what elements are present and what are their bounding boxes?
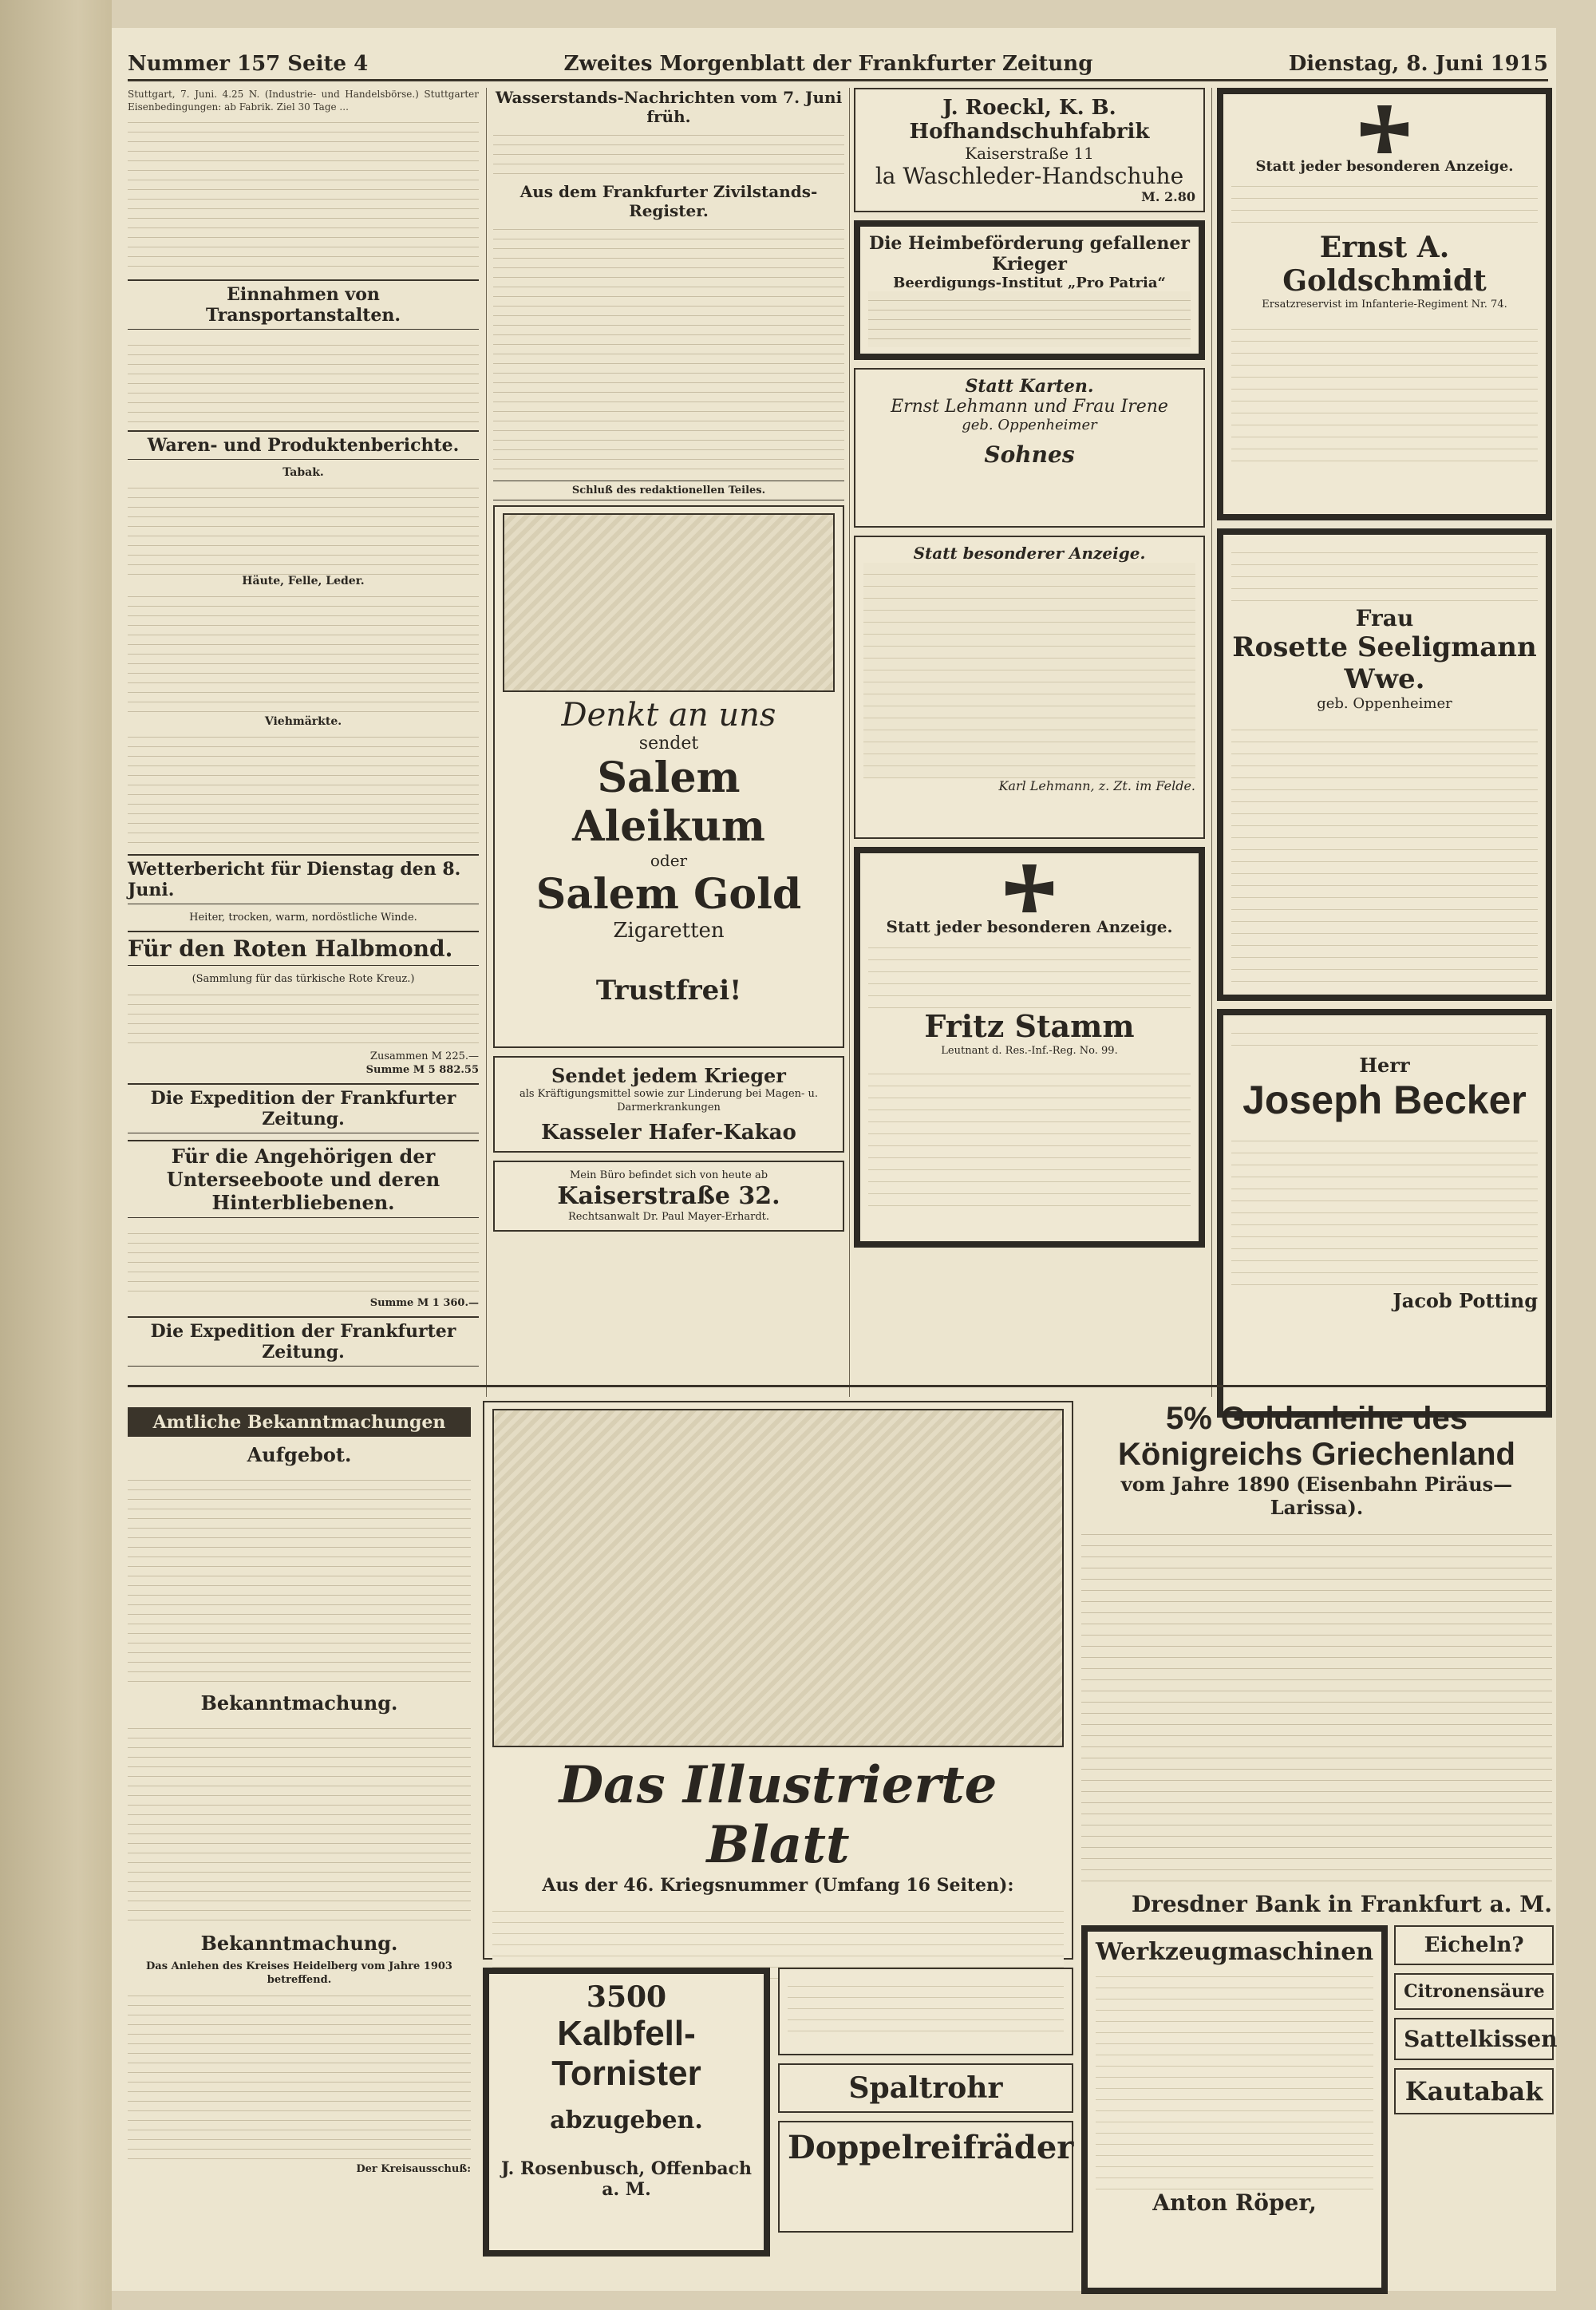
text-block — [128, 1719, 471, 1927]
text-block — [868, 936, 1191, 1008]
roeckl-name: J. Roeckl, K. B. Hofhandschuhfabrik — [909, 96, 1150, 144]
birth-title: Statt Karten. — [965, 376, 1094, 397]
market-report: Stuttgart, 7. Juni. 4.25 N. (Industrie- und Handelsbörse.) Stuttgarter Eisenbedingungen: ab Fabrik. Ziel 30 Tage ... — [128, 89, 479, 113]
birth-notice — [854, 368, 1205, 528]
roeckl-address: Kaiserstraße 11 — [965, 144, 1094, 163]
wetter-heading: Wetterbericht für Dienstag den 8. Juni. — [128, 854, 479, 904]
engagement-title: Statt besonderer Anzeige. — [913, 544, 1146, 563]
salem-trustfrei: Trustfrei! — [595, 975, 742, 1007]
griechen-sub: vom Jahre 1890 (Eisenbahn Piräus—Larissa). — [1120, 1473, 1513, 1519]
becker-name: Joseph Becker — [1242, 1078, 1527, 1122]
issue-date: Dienstag, 8. Juni 1915 — [1288, 52, 1548, 76]
text-block — [128, 986, 479, 1050]
vieh-heading: Viehmärkte. — [264, 715, 342, 728]
right-lower-ads — [1081, 1401, 1558, 2302]
citronen-ad: Citronensäure — [1394, 1973, 1554, 2010]
seeligmann-name: Rosette Seeligmann Wwe. — [1232, 631, 1537, 695]
official-notices — [128, 1401, 471, 2176]
seeligmann-frau: Frau — [1355, 605, 1414, 631]
iron-cross-icon — [1005, 864, 1053, 912]
einnahmen-heading: Einnahmen von Transportanstalten. — [128, 279, 479, 330]
roeper-name: Anton Röper, — [1152, 2189, 1317, 2216]
text-block — [868, 1062, 1191, 1206]
text-block — [1231, 1022, 1538, 1054]
salem-oder: oder — [650, 851, 688, 870]
text-block — [128, 113, 479, 273]
uboote-summe: Summe M 1 360.— — [369, 1297, 479, 1309]
engagement-notice — [854, 536, 1205, 839]
classified-row — [1081, 1925, 1558, 2302]
column-rule — [486, 88, 487, 1397]
halbmond-heading: Für den Roten Halbmond. — [128, 931, 479, 966]
expedition-1: Die Expedition der Frankfurter Zeitung. — [128, 1083, 479, 1133]
kakao-product: Kasseler Hafer-Kakao — [541, 1121, 796, 1145]
kakao-text: als Kräftigungsmittel sowie zur Linderung bei Magen- u. Darmerkrankungen — [519, 1088, 819, 1113]
goldschmidt-rank: Ersatzreservist im Infanterie-Regiment Nr. 74. — [1262, 299, 1507, 311]
column-markets — [128, 88, 479, 1373]
griechen-title: 5% Goldanleihe des Königreichs Griechenland — [1118, 1401, 1515, 1472]
page-header — [128, 44, 1548, 81]
heidelberg-title: Das Anlehen des Kreises Heidelberg vom Jahre 1903 betreffend. — [146, 1960, 452, 1986]
stamm-obituary — [854, 847, 1205, 1248]
text-block — [128, 587, 479, 715]
pro-patria-ad — [854, 220, 1205, 360]
zivil-heading: Aus dem Frankfurter Zivilstands-Register. — [519, 182, 818, 220]
tornister-abzugeben: abzugeben. — [550, 2106, 703, 2134]
birth-geb: geb. Oppenheimer — [962, 417, 1097, 433]
goldschmidt-obituary — [1217, 88, 1552, 520]
rosenbusch: J. Rosenbusch, Offenbach a. M. — [500, 2158, 753, 2200]
tabak-heading: Tabak. — [282, 466, 324, 479]
halbmond-zusammen: Zusammen M 225.— — [369, 1050, 479, 1062]
eicheln-ad: Eicheln? — [1394, 1925, 1554, 1965]
pro-patria-title: Die Heimbeförderung gefallener Krieger — [868, 233, 1190, 275]
center-ads — [483, 1401, 1073, 2265]
roeckl-price: M. 2.80 — [1141, 189, 1195, 204]
werkzeug-title: Werkzeugmaschinen — [1096, 1938, 1374, 1966]
issue-number: Nummer 157 Seite 4 — [128, 52, 369, 76]
seeligmann-obituary — [1217, 528, 1552, 1001]
column-rule — [1211, 88, 1212, 1397]
column-announcements — [854, 88, 1205, 1256]
aufgebot-heading: Aufgebot. — [247, 1443, 352, 1466]
text-block — [788, 1976, 1064, 2039]
text-block — [128, 336, 479, 424]
becker-herr: Herr — [1359, 1054, 1410, 1077]
blatt-sub: Aus der 46. Kriegsnummer (Umfang 16 Seiten): — [542, 1875, 1014, 1896]
book-binding — [0, 0, 112, 2310]
anwalt-name: Rechtsanwalt Dr. Paul Mayer-Erhardt. — [567, 1211, 770, 1223]
kakao-title: Sendet jedem Krieger — [551, 1064, 786, 1087]
tornister-ad — [483, 1968, 770, 2257]
text-block — [868, 291, 1191, 347]
birth-names: Ernst Lehmann und Frau Irene — [891, 397, 1168, 417]
doppelrad-title: Doppelreifräder — [788, 2129, 1074, 2166]
salem-zigaretten: Zigaretten — [613, 919, 725, 943]
anwalt-address: Kaiserstraße 32. — [557, 1182, 780, 1210]
dresdner-bank: Dresdner Bank in Frankfurt a. M. — [1131, 1891, 1552, 1917]
section-rule — [128, 1385, 1548, 1387]
koerper-ad — [778, 1968, 1073, 2055]
salem-gold: Salem Gold — [535, 870, 802, 919]
tornister-title: Kalbfell-Tornister — [551, 2014, 701, 2093]
text-block — [128, 1987, 471, 2162]
bekanntmachung-1: Bekanntmachung. — [200, 1691, 398, 1715]
text-block — [863, 563, 1195, 778]
soldiers-reading-illustration — [492, 1409, 1064, 1747]
uboote-heading: Für die Angehörigen der Unterseeboote und deren Hinterbliebenen. — [128, 1140, 479, 1218]
engagement-sign: Karl Lehmann, z. Zt. im Felde. — [998, 778, 1195, 793]
text-block — [1231, 1129, 1538, 1289]
birth-sohn: Sohnes — [984, 441, 1075, 468]
spaltrohr-title: Spaltrohr — [848, 2071, 1003, 2105]
column-news-ads — [493, 88, 844, 1240]
spaltrohr-ad — [778, 2063, 1073, 2113]
halbmond-sub: (Sammlung für das türkische Rote Kreuz.) — [192, 973, 415, 985]
text-block — [128, 728, 479, 848]
halbmond-summe: Summe M 5 882.55 — [365, 1064, 479, 1076]
text-block — [1231, 175, 1538, 231]
newspaper-page — [112, 28, 1556, 2291]
werkzeug-ad — [1081, 1925, 1388, 2294]
illustrierte-blatt-ad — [483, 1401, 1073, 1960]
becker-obituary — [1217, 1009, 1552, 1418]
column-rule — [849, 88, 850, 1397]
sattel-ad: Sattelkissen — [1394, 2018, 1554, 2060]
text-block — [1231, 541, 1538, 605]
text-block — [493, 126, 844, 182]
goldschmidt-title: Statt jeder besonderen Anzeige. — [1255, 158, 1514, 175]
roeckl-product: la Waschleder-Handschuhe — [875, 163, 1184, 189]
text-block — [1081, 1524, 1552, 1891]
text-block — [1231, 318, 1538, 461]
roeckl-ad — [854, 88, 1205, 212]
salem-sendet: sendet — [638, 734, 699, 754]
anwalt-line1: Mein Büro befindet sich von heute ab — [569, 1169, 768, 1181]
kreisausschuss: Der Kreisausschuß: — [356, 2163, 471, 2175]
pro-patria-institute: Beerdigungs-Institut „Pro Patria“ — [893, 275, 1166, 291]
seeligmann-geb: geb. Oppenheimer — [1317, 695, 1452, 712]
haeute-heading: Häute, Felle, Leder. — [242, 575, 365, 587]
waren-heading: Waren- und Produktenberichte. — [128, 430, 479, 460]
wetter-text: Heiter, trocken, warm, nordöstliche Winde. — [189, 912, 417, 924]
text-block — [493, 220, 844, 476]
stamm-rank: Leutnant d. Res.-Inf.-Reg. No. 99. — [941, 1045, 1118, 1057]
right-small-ads — [778, 1968, 1073, 2265]
goldschmidt-name: Ernst A. Goldschmidt — [1282, 231, 1487, 298]
text-block — [128, 1471, 471, 1687]
small-ads-row — [483, 1968, 1073, 2265]
salem-ad — [493, 505, 844, 1048]
blatt-title: Das Illustrierte Blatt — [559, 1755, 998, 1875]
salem-illustration — [503, 513, 835, 692]
amtlich-heading: Amtliche Bekanntmachungen — [128, 1407, 471, 1437]
stamm-name: Fritz Stamm — [924, 1008, 1135, 1044]
stamm-title: Statt jeder besonderen Anzeige. — [886, 917, 1173, 936]
text-block — [1231, 718, 1538, 982]
salem-aleikum: Salem Aleikum — [572, 754, 765, 851]
tornister-count: 3500 — [586, 1980, 667, 2014]
anwalt-ad — [493, 1161, 844, 1232]
text-block — [128, 479, 479, 575]
column-obituaries — [1217, 88, 1552, 1426]
doppelrad-ad — [778, 2121, 1073, 2233]
kautabak-ad: Kautabak — [1394, 2068, 1554, 2114]
wasserstand-heading: Wasserstands-Nachrichten vom 7. Juni früh. — [495, 88, 843, 126]
text-block — [128, 1224, 479, 1296]
iron-cross-icon — [1361, 105, 1408, 153]
expedition-2: Die Expedition der Frankfurter Zeitung. — [128, 1316, 479, 1367]
potting-name: Jacob Potting — [1393, 1289, 1538, 1312]
salem-slogan: Denkt an uns — [561, 697, 776, 734]
narrow-ads — [1394, 1925, 1558, 2302]
schluss-line: Schluß des redaktionellen Teiles. — [493, 481, 844, 500]
kakao-ad — [493, 1056, 844, 1153]
text-block — [1096, 1966, 1373, 2189]
bekanntmachung-2: Bekanntmachung. — [200, 1932, 398, 1955]
masthead: Zweites Morgenblatt der Frankfurter Zeitung — [563, 52, 1093, 76]
